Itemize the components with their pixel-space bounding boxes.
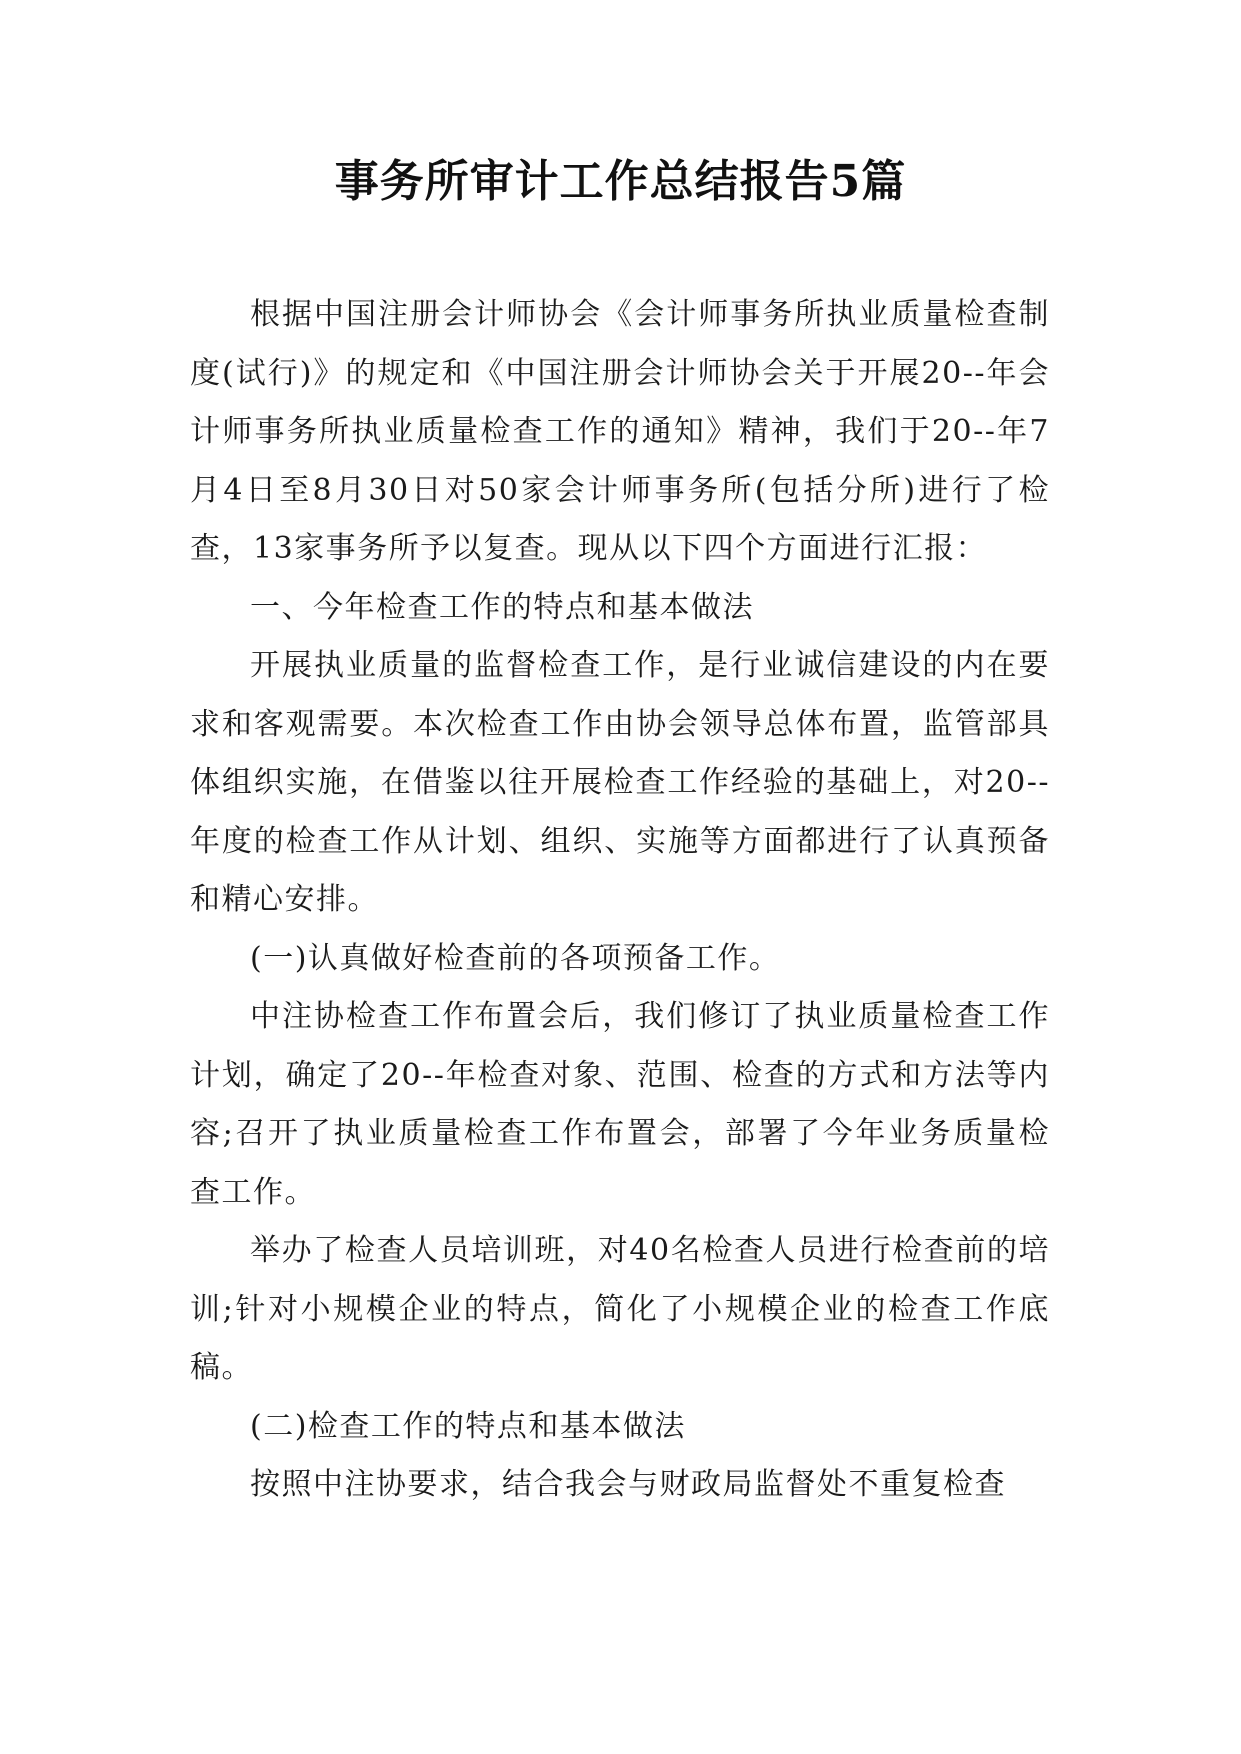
paragraph-section-1: 开展执业质量的监督检查工作，是行业诚信建设的内在要求和客观需要。本次检查工作由协会领导总体布置，监管部具体组织实施，在借鉴以往开展检查工作经验的基础上，对20--年度的检查工作从计划、组织、实施等方面都进行了认真预备和精心安排。 bbox=[190, 648, 1050, 917]
paragraph-preparation: 中注协检查工作布置会后，我们修订了执业质量检查工作计划，确定了20--年检查对象、范围、检查的方式和方法等内容;召开了执业质量检查工作布置会，部署了今年业务质量检查工作。 bbox=[190, 999, 1050, 1210]
section-heading-1: 一、今年检查工作的特点和基本做法 bbox=[250, 589, 754, 625]
paragraph-training: 举办了检查人员培训班，对40名检查人员进行检查前的培训;针对小规模企业的特点，简化了小规模企业的检查工作底稿。 bbox=[190, 1233, 1050, 1385]
paragraph-intro: 根据中国注册会计师协会《会计师事务所执业质量检查制度(试行)》的规定和《中国注册会计师协会关于开展20--年会计师事务所执业质量检查工作的通知》精神，我们于20--年7月4日至8月30日对50家会计师事务所(包括分所)进行了检查，13家事务所予以复查。现从以下四个方面进行汇报： bbox=[190, 297, 1050, 566]
subsection-heading-2: (二)检查工作的特点和基本做法 bbox=[250, 1408, 686, 1444]
subsection-heading-1: (一)认真做好检查前的各项预备工作。 bbox=[250, 940, 781, 976]
document-title: 事务所审计工作总结报告5篇 bbox=[334, 156, 907, 207]
document-body bbox=[190, 286, 1050, 1515]
paragraph-requirements: 按照中注协要求，结合我会与财政局监督处不重复检查 bbox=[250, 1467, 1006, 1502]
